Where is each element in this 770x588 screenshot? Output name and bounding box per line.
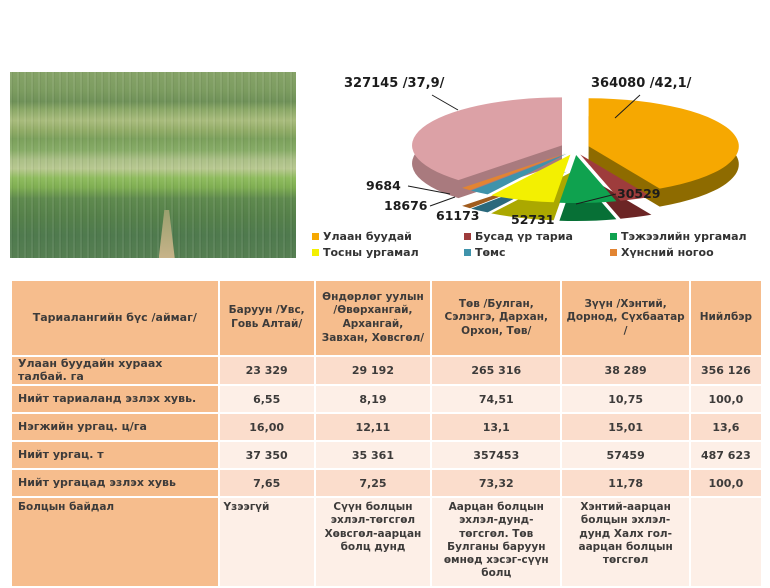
legend-item — [610, 228, 762, 244]
data-cell: 8,19 — [316, 386, 430, 412]
crop-area-pie-chart — [300, 70, 770, 230]
legend-item — [312, 244, 464, 260]
data-cell: Аарцан болцын эхлэл-дунд-төгсгөл. Төв Булганы баруун өмнөд хэсэг-сүүн болц — [432, 498, 560, 586]
legend-swatch-icon — [610, 233, 617, 240]
table-header-cell: Зүүн /Хэнтий, Дорнод, Сүхбаатар / — [562, 281, 688, 355]
table-row — [12, 414, 761, 440]
data-cell: 7,65 — [220, 470, 314, 496]
data-cell: 12,11 — [316, 414, 430, 440]
data-cell: 356 126 — [691, 357, 761, 384]
legend-swatch-icon — [464, 249, 471, 256]
legend-label: Тосны ургамал — [323, 245, 419, 259]
table-header-cell: Баруун /Увс, Говь Алтай/ — [220, 281, 314, 355]
data-cell: 35 361 — [316, 442, 430, 468]
legend-item — [312, 228, 464, 244]
pie-leader-line — [432, 95, 458, 110]
legend-item — [464, 244, 610, 260]
data-cell: 487 623 — [691, 442, 761, 468]
data-cell: Сүүн болцын эхлэл-төгсгөл Хөвсгөл-аарцан болц дунд — [316, 498, 430, 586]
legend-item — [464, 228, 610, 244]
table-header-cell: Тариалангийн бүс /аймаг/ — [12, 281, 218, 355]
data-cell: 38 289 — [562, 357, 688, 384]
legend-swatch-icon — [312, 233, 319, 240]
legend-swatch-icon — [610, 249, 617, 256]
data-cell: Үзээгүй — [220, 498, 314, 586]
row-label-cell: Нийт ургац. т — [12, 442, 218, 468]
legend-item — [610, 244, 762, 260]
data-cell: 11,78 — [562, 470, 688, 496]
data-cell: 29 192 — [316, 357, 430, 384]
legend-label: Бусад үр тариа — [475, 229, 573, 243]
data-cell: Хэнтий-аарцан болцын эхлэл-дунд Халх гол-аарцан болцын төгсгөл — [562, 498, 688, 586]
data-cell: 15,01 — [562, 414, 688, 440]
pie-chart-legend — [312, 228, 762, 260]
data-cell: 13,1 — [432, 414, 560, 440]
row-label-cell: Нэгжийн ургац. ц/га — [12, 414, 218, 440]
pie-label-other: 327145 /37,9/ — [344, 76, 445, 91]
data-cell: 6,55 — [220, 386, 314, 412]
data-cell: 7,25 — [316, 470, 430, 496]
table-row — [12, 357, 761, 384]
pie-label-fodder-plants: 52731 — [511, 212, 555, 227]
crop-field-photo — [10, 72, 296, 258]
data-cell: 73,32 — [432, 470, 560, 496]
legend-swatch-icon — [312, 249, 319, 256]
data-cell: 10,75 — [562, 386, 688, 412]
legend-label: Тэжээлийн ургамал — [621, 229, 747, 243]
legend-label: Хүнсний ногоо — [621, 245, 714, 259]
data-cell: 13,6 — [691, 414, 761, 440]
table-row — [12, 386, 761, 412]
legend-label: Төмс — [475, 245, 506, 259]
data-cell — [691, 498, 761, 586]
crop-statistics-table — [10, 279, 763, 588]
data-cell: 37 350 — [220, 442, 314, 468]
table-row — [12, 442, 761, 468]
row-label-cell: Болцын байдал — [12, 498, 218, 586]
table-row — [12, 498, 761, 586]
pie-leader-line — [430, 197, 455, 206]
table-header-cell: Өндөрлөг уулын /Өвөрхангай, Архангай, Завхан, Хөвсгөл/ — [316, 281, 430, 355]
data-cell: 100,0 — [691, 470, 761, 496]
data-cell: 16,00 — [220, 414, 314, 440]
row-label-cell: Нийт тариаланд эзлэх хувь. — [12, 386, 218, 412]
data-cell: 357453 — [432, 442, 560, 468]
pie-label-other-cereals: 30529 — [617, 186, 661, 201]
pie-label-vegetables: 9684 — [366, 178, 401, 193]
table-header-cell: Төв /Булган, Сэлэнгэ, Дархан, Орхон, Төв/ — [432, 281, 560, 355]
data-cell: 100,0 — [691, 386, 761, 412]
data-cell: 74,51 — [432, 386, 560, 412]
legend-label: Улаан буудай — [323, 229, 412, 243]
pie-label-oil-plants: 61173 — [436, 208, 480, 223]
data-cell: 23 329 — [220, 357, 314, 384]
photo-texture — [10, 72, 296, 258]
data-cell: 57459 — [562, 442, 688, 468]
row-label-cell: Нийт ургацад эзлэх хувь — [12, 470, 218, 496]
pie-label-wheat: 364080 /42,1/ — [591, 76, 692, 91]
row-label-cell: Улаан буудайн хураах талбай. га — [12, 357, 218, 384]
data-cell: 265 316 — [432, 357, 560, 384]
pie-label-potato: 18676 — [384, 198, 428, 213]
table-row — [12, 470, 761, 496]
table-header-cell: Нийлбэр — [691, 281, 761, 355]
legend-swatch-icon — [464, 233, 471, 240]
